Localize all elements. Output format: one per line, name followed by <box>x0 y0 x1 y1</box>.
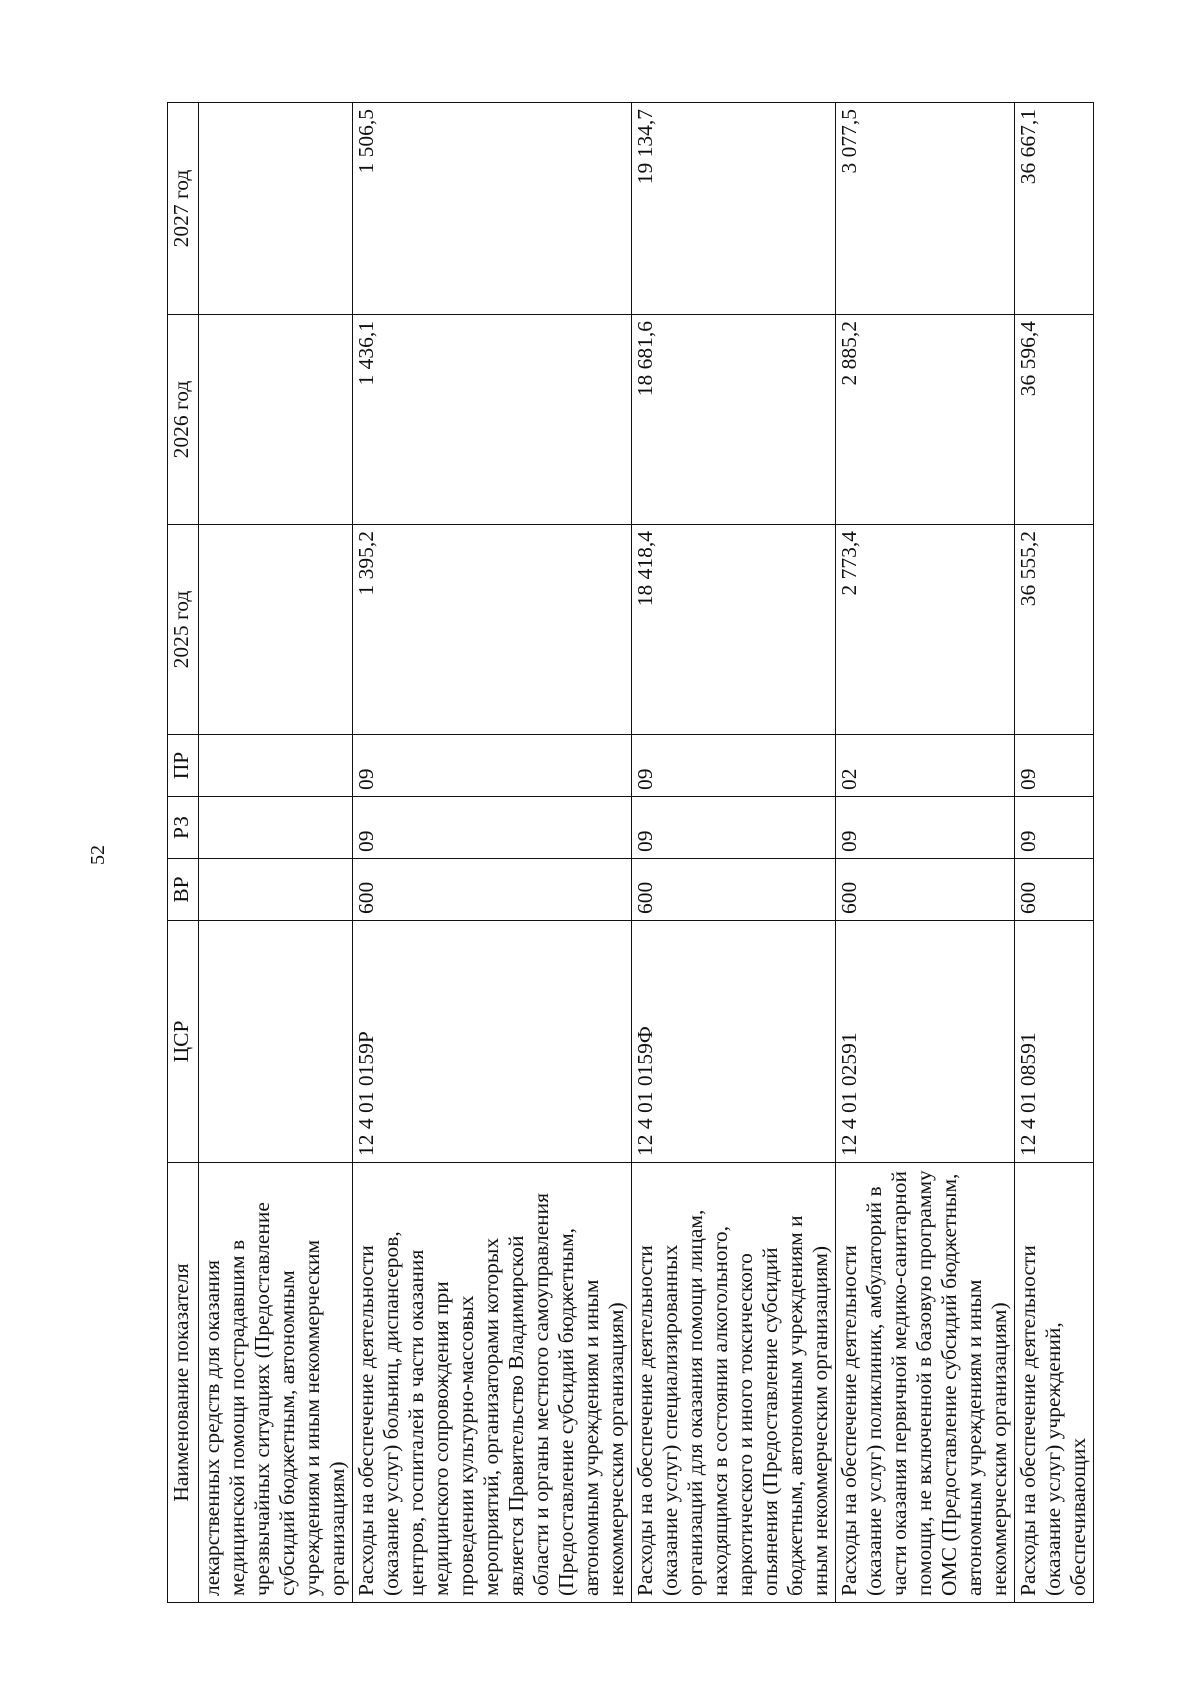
row-2026: 2 885,2 <box>836 315 1015 525</box>
row-2027: 3 077,5 <box>836 103 1015 315</box>
row-pr: 09 <box>1015 735 1094 797</box>
header-rz: РЗ <box>168 797 199 859</box>
header-2026: 2026 год <box>168 315 199 525</box>
row-rz: 09 <box>1015 797 1094 859</box>
row-name: Расходы на обеспечение деятельности (оказание услуг) больниц, диспансеров, центров, госпиталей в части оказания медицинского сопровождения при проведении культурно-массовых мероприятий, организаторами которых является Правительство Владимирской области и органы местного самоуправления (Предоставление субсидий бюджетным, автономным учреждениям и иным некоммерческим организациям) <box>353 1163 632 1603</box>
row-csr: 12 4 01 0159Ф <box>632 921 836 1163</box>
row-2026: 36 596,4 <box>1015 315 1094 525</box>
row-name: Расходы на обеспечение деятельности (оказание услуг) учреждений, обеспечивающих <box>1015 1163 1094 1603</box>
table-row <box>1015 103 1094 1603</box>
rotated-table-container <box>167 103 1107 1603</box>
row-2025: 2 773,4 <box>836 525 1015 735</box>
row-rz <box>199 797 353 859</box>
row-vr: 600 <box>632 859 836 921</box>
row-pr: 09 <box>632 735 836 797</box>
header-2027: 2027 год <box>168 103 199 315</box>
row-name: Расходы на обеспечение деятельности (оказание услуг) специализированных организаций для оказания помощи лицам, находящимся в состоянии алкогольного, наркотического и иного токсического опьянения (Предоставление субсидий бюджетным, автономным учреждениям и иным некоммерческим организациям) <box>632 1163 836 1603</box>
row-2026 <box>199 315 353 525</box>
page-number: 52 <box>87 845 109 865</box>
header-vr: ВР <box>168 859 199 921</box>
table-row <box>836 103 1015 1603</box>
row-2026: 1 436,1 <box>353 315 632 525</box>
row-csr: 12 4 01 0159Р <box>353 921 632 1163</box>
row-name: лекарственных средств для оказания медицинской помощи пострадавшим в чрезвычайных ситуациях (Предоставление субсидий бюджетным, автономным учреждениям и иным некоммерческим организациям) <box>199 1163 353 1603</box>
table-row <box>353 103 632 1603</box>
row-2027: 36 667,1 <box>1015 103 1094 315</box>
row-csr: 12 4 01 02591 <box>836 921 1015 1163</box>
row-rz: 09 <box>836 797 1015 859</box>
row-pr: 02 <box>836 735 1015 797</box>
row-2026: 18 681,6 <box>632 315 836 525</box>
row-2027 <box>199 103 353 315</box>
row-vr: 600 <box>1015 859 1094 921</box>
row-vr <box>199 859 353 921</box>
header-csr: ЦСР <box>168 921 199 1163</box>
table-row <box>632 103 836 1603</box>
row-pr: 09 <box>353 735 632 797</box>
row-vr: 600 <box>836 859 1015 921</box>
row-2027: 19 134,7 <box>632 103 836 315</box>
header-name: Наименование показателя <box>168 1163 199 1603</box>
table-header-row <box>168 103 199 1603</box>
row-2027: 1 506,5 <box>353 103 632 315</box>
row-csr <box>199 921 353 1163</box>
row-csr: 12 4 01 08591 <box>1015 921 1094 1163</box>
table-row <box>199 103 353 1603</box>
header-pr: ПР <box>168 735 199 797</box>
row-2025: 36 555,2 <box>1015 525 1094 735</box>
row-2025: 1 395,2 <box>353 525 632 735</box>
row-name: Расходы на обеспечение деятельности (оказание услуг) поликлиник, амбулаторий в части оказания первичной медико-санитарной помощи, не включенной в базовую программу ОМС (Предоставление субсидий бюджетным, автономным учреждениям и иным некоммерческим организациям) <box>836 1163 1015 1603</box>
budget-table <box>167 102 1094 1603</box>
row-2025: 18 418,4 <box>632 525 836 735</box>
row-rz: 09 <box>353 797 632 859</box>
row-pr <box>199 735 353 797</box>
row-vr: 600 <box>353 859 632 921</box>
row-rz: 09 <box>632 797 836 859</box>
row-2025 <box>199 525 353 735</box>
header-2025: 2025 год <box>168 525 199 735</box>
